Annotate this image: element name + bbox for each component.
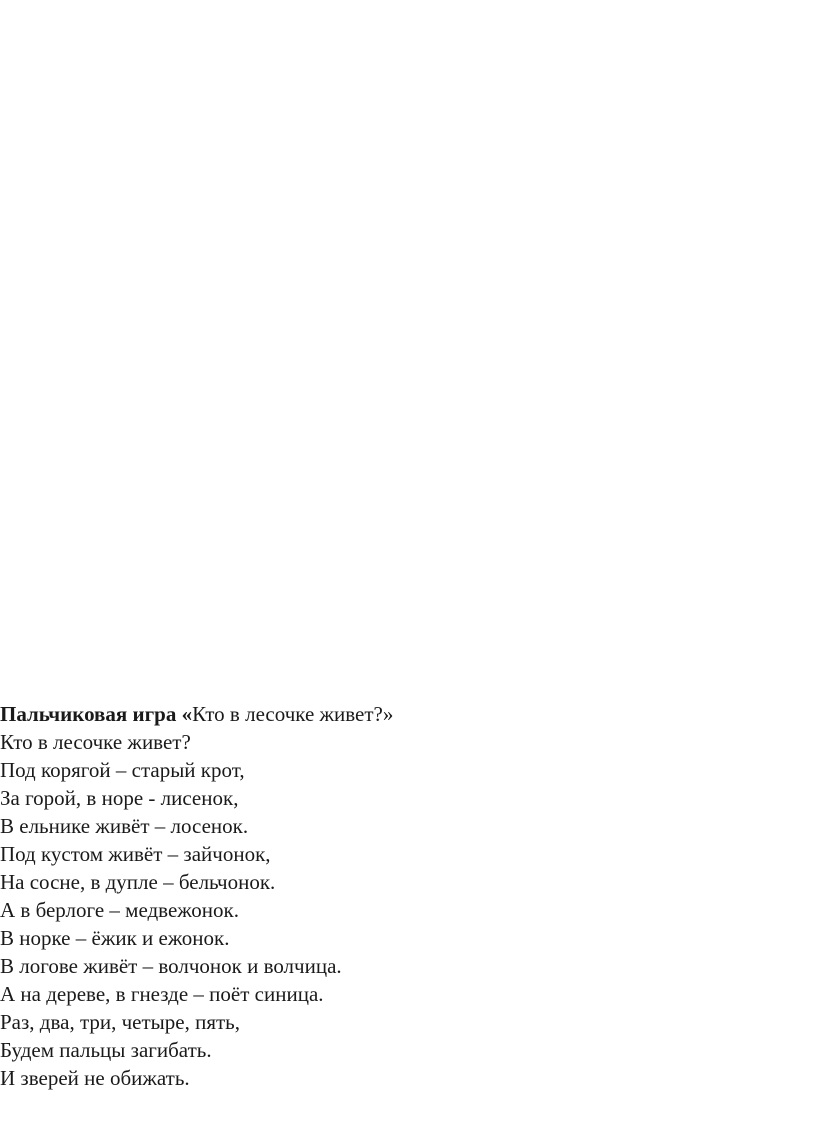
poem-title [0,700,816,728]
poem-line: Под кустом живёт – зайчонок, [0,842,271,866]
poem-line: На сосне, в дупле – бельчонок. [0,870,276,894]
poem-line: Раз, два, три, четыре, пять, [0,1010,241,1034]
poem-line: А в берлоге – медвежонок. [0,898,239,922]
poem-title-text: Кто в лесочке живет?» [192,702,394,726]
poem-block [0,700,816,1092]
poem-line: В норке – ёжик и ежонок. [0,926,230,950]
poem-line: За горой, в норе - лисенок, [0,786,239,810]
poem-title-prefix: Пальчиковая игра « [0,702,193,726]
poem-line: В логове живёт – волчонок и волчица. [0,954,342,978]
poem-line: Кто в лесочке живет? [0,730,191,754]
poem-line: Под корягой – старый крот, [0,758,245,782]
poem-line: В ельнике живёт – лосенок. [0,814,249,838]
poem-line: И зверей не обижать. [0,1066,190,1090]
poem-line: А на дереве, в гнезде – поёт синица. [0,982,324,1006]
poem-line: Будем пальцы загибать. [0,1038,212,1062]
